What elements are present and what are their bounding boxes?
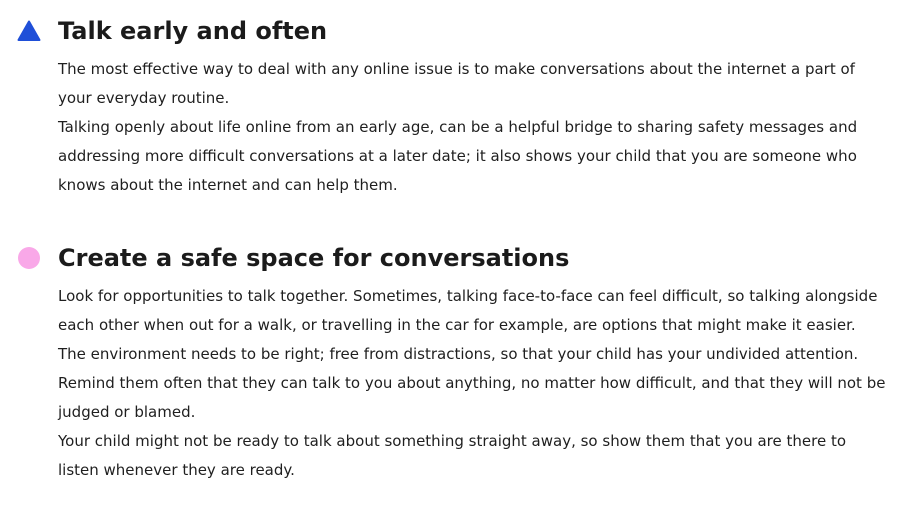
circle-icon <box>17 246 41 270</box>
paragraph: The environment needs to be right; free from distractions, so that your child has your undivided attention. <box>58 345 859 363</box>
section-heading: Create a safe space for conversations <box>58 244 570 272</box>
paragraph: Look for opportunities to talk together. Sometimes, talking face-to-face can feel difficult, so talking alongside each other when out for a walk, or travelling in the car for example, are options that might make it easier. <box>58 287 878 334</box>
section-body <box>58 55 888 200</box>
section-heading: Talk early and often <box>58 17 328 45</box>
section-body <box>58 282 888 485</box>
paragraph: The most effective way to deal with any online issue is to make conversations about the internet a part of your everyday routine. <box>58 60 855 107</box>
paragraph: Talking openly about life online from an early age, can be a helpful bridge to sharing safety messages and addressing more difficult conversations at a later date; it also shows your child that you are someone who knows about the internet and can help them. <box>58 118 858 194</box>
paragraph: Your child might not be ready to talk about something straight away, so show them that you are there to listen whenever they are ready. <box>58 432 847 479</box>
triangle-icon <box>17 19 41 43</box>
paragraph: Remind them often that they can talk to you about anything, no matter how difficult, and that they will not be judged or blamed. <box>58 374 886 421</box>
